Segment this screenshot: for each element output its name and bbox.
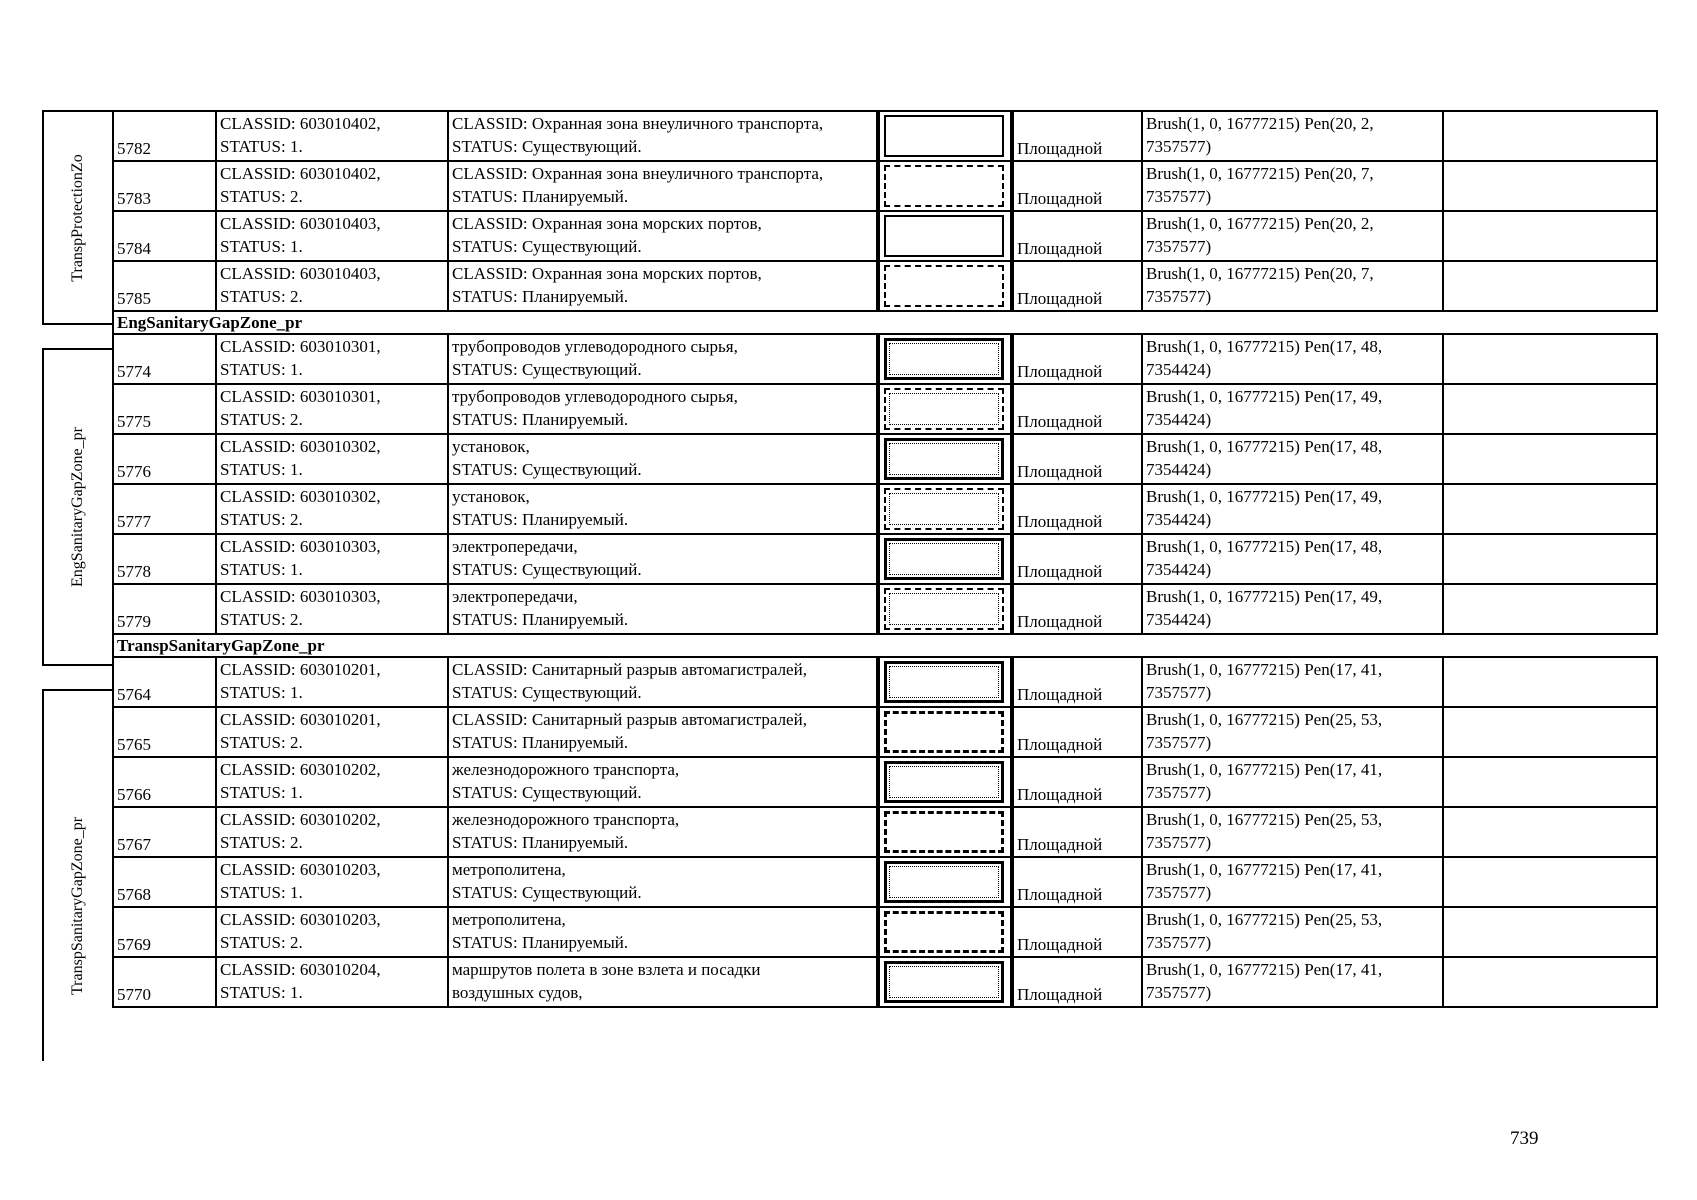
row-id-cell: 5764 (113, 657, 216, 707)
description-line: трубопроводов углеводородного сырья, (452, 387, 738, 406)
style-line: 7357577) (1146, 933, 1212, 952)
description-line: STATUS: Планируемый. (452, 933, 629, 952)
classid-line: CLASSID: 603010201, (220, 660, 381, 679)
classid-cell (216, 161, 448, 211)
description-cell (448, 707, 878, 757)
notes-cell (1443, 707, 1657, 757)
style-cell (1142, 657, 1443, 707)
notes-cell (1443, 584, 1657, 634)
style-line: 7357577) (1146, 683, 1212, 702)
description-line: метрополитена, (452, 910, 566, 929)
style-line: 7357577) (1146, 137, 1212, 156)
description-cell (448, 807, 878, 857)
style-cell (1142, 434, 1443, 484)
classid-cell (216, 111, 448, 161)
description-line: CLASSID: Охранная зона внеуличного транспорта, (452, 164, 824, 183)
description-cell (448, 384, 878, 434)
geometry-type-cell: Площадной (1012, 161, 1142, 211)
notes-cell (1443, 657, 1657, 707)
notes-cell (1443, 111, 1657, 161)
zone-symbol-swatch (884, 711, 1004, 753)
table-row (113, 334, 1657, 384)
description-line: STATUS: Существующий. (452, 460, 642, 479)
style-line: 7357577) (1146, 287, 1212, 306)
geometry-type-cell: Площадной (1012, 261, 1142, 311)
symbol-cell (878, 957, 1012, 1007)
geometry-type-cell: Площадной (1012, 807, 1142, 857)
symbol-cell (878, 161, 1012, 211)
table-row (113, 161, 1657, 211)
geometry-type-cell: Площадной (1012, 707, 1142, 757)
style-line: 7354424) (1146, 460, 1212, 479)
style-line: Brush(1, 0, 16777215) Pen(17, 48, (1146, 437, 1383, 456)
geometry-type-cell: Площадной (1012, 857, 1142, 907)
classid-line: CLASSID: 603010303, (220, 587, 381, 606)
section-header-row (113, 634, 1657, 657)
row-id-cell: 5775 (113, 384, 216, 434)
classid-cell (216, 657, 448, 707)
zone-symbol-swatch (884, 588, 1004, 630)
style-line: Brush(1, 0, 16777215) Pen(25, 53, (1146, 710, 1383, 729)
classid-cell (216, 857, 448, 907)
style-line: 7354424) (1146, 610, 1212, 629)
zone-symbol-swatch (884, 388, 1004, 430)
zone-symbol-swatch (884, 961, 1004, 1003)
status-line: STATUS: 1. (220, 883, 303, 902)
table-row (113, 584, 1657, 634)
style-cell (1142, 707, 1443, 757)
side-label-eng-sanitary (42, 348, 112, 666)
description-line: установок, (452, 437, 530, 456)
style-cell (1142, 857, 1443, 907)
row-id-cell: 5768 (113, 857, 216, 907)
style-cell (1142, 957, 1443, 1007)
classid-cell (216, 334, 448, 384)
description-cell (448, 334, 878, 384)
style-line: Brush(1, 0, 16777215) Pen(17, 41, (1146, 660, 1383, 679)
status-line: STATUS: 2. (220, 510, 303, 529)
classifier-table (112, 110, 1658, 1008)
description-cell (448, 657, 878, 707)
style-cell (1142, 384, 1443, 434)
style-line: Brush(1, 0, 16777215) Pen(17, 41, (1146, 960, 1383, 979)
description-line: STATUS: Планируемый. (452, 187, 629, 206)
row-id-cell: 5774 (113, 334, 216, 384)
style-cell (1142, 261, 1443, 311)
row-id-cell: 5770 (113, 957, 216, 1007)
description-cell (448, 484, 878, 534)
style-line: 7357577) (1146, 783, 1212, 802)
classid-line: CLASSID: 603010303, (220, 537, 381, 556)
classid-cell (216, 807, 448, 857)
classid-line: CLASSID: 603010402, (220, 114, 381, 133)
style-line: Brush(1, 0, 16777215) Pen(17, 49, (1146, 487, 1383, 506)
description-line: STATUS: Планируемый. (452, 410, 629, 429)
description-line: воздушных судов, (452, 983, 583, 1002)
description-line: STATUS: Планируемый. (452, 833, 629, 852)
classid-line: CLASSID: 603010204, (220, 960, 381, 979)
description-line: CLASSID: Охранная зона морских портов, (452, 214, 762, 233)
geometry-type-cell: Площадной (1012, 907, 1142, 957)
notes-cell (1443, 334, 1657, 384)
symbol-cell (878, 907, 1012, 957)
style-line: 7354424) (1146, 410, 1212, 429)
table-row (113, 484, 1657, 534)
style-line: 7354424) (1146, 560, 1212, 579)
zone-symbol-swatch (884, 661, 1004, 703)
description-cell (448, 111, 878, 161)
classid-cell (216, 584, 448, 634)
table-row (113, 807, 1657, 857)
style-line: Brush(1, 0, 16777215) Pen(20, 2, (1146, 114, 1374, 133)
status-line: STATUS: 1. (220, 783, 303, 802)
geometry-type-cell: Площадной (1012, 657, 1142, 707)
classid-line: CLASSID: 603010402, (220, 164, 381, 183)
notes-cell (1443, 757, 1657, 807)
zone-symbol-swatch (884, 265, 1004, 307)
style-line: Brush(1, 0, 16777215) Pen(17, 48, (1146, 337, 1383, 356)
description-cell (448, 161, 878, 211)
description-cell (448, 857, 878, 907)
style-line: Brush(1, 0, 16777215) Pen(20, 7, (1146, 164, 1374, 183)
table-row (113, 957, 1657, 1007)
classid-line: CLASSID: 603010202, (220, 810, 381, 829)
zone-symbol-swatch (884, 165, 1004, 207)
description-line: STATUS: Планируемый. (452, 733, 629, 752)
style-cell (1142, 334, 1443, 384)
description-line: трубопроводов углеводородного сырья, (452, 337, 738, 356)
description-cell (448, 957, 878, 1007)
status-line: STATUS: 2. (220, 733, 303, 752)
row-id-cell: 5784 (113, 211, 216, 261)
status-line: STATUS: 2. (220, 410, 303, 429)
notes-cell (1443, 534, 1657, 584)
style-line: Brush(1, 0, 16777215) Pen(25, 53, (1146, 910, 1383, 929)
style-cell (1142, 534, 1443, 584)
geometry-type-cell: Площадной (1012, 534, 1142, 584)
symbol-cell (878, 584, 1012, 634)
table-row (113, 434, 1657, 484)
style-line: Brush(1, 0, 16777215) Pen(17, 41, (1146, 860, 1383, 879)
table-row (113, 211, 1657, 261)
status-line: STATUS: 1. (220, 360, 303, 379)
description-line: STATUS: Существующий. (452, 783, 642, 802)
classid-cell (216, 384, 448, 434)
table-row (113, 757, 1657, 807)
geometry-type-cell: Площадной (1012, 111, 1142, 161)
classid-line: CLASSID: 603010302, (220, 437, 381, 456)
zone-symbol-swatch (884, 115, 1004, 157)
style-line: 7357577) (1146, 187, 1212, 206)
symbol-cell (878, 707, 1012, 757)
description-line: маршрутов полета в зоне взлета и посадки (452, 960, 761, 979)
classid-cell (216, 534, 448, 584)
notes-cell (1443, 261, 1657, 311)
notes-cell (1443, 857, 1657, 907)
style-line: 7354424) (1146, 510, 1212, 529)
section-title: TranspSanitaryGapZone_pr (113, 634, 1657, 657)
geometry-type-cell: Площадной (1012, 957, 1142, 1007)
row-id-cell: 5778 (113, 534, 216, 584)
symbol-cell (878, 534, 1012, 584)
section-title: EngSanitaryGapZone_pr (113, 311, 1657, 334)
symbol-cell (878, 211, 1012, 261)
notes-cell (1443, 384, 1657, 434)
geometry-type-cell: Площадной (1012, 584, 1142, 634)
description-cell (448, 907, 878, 957)
vertical-label: TranspProtectionZo (69, 153, 86, 282)
classid-line: CLASSID: 603010203, (220, 860, 381, 879)
style-cell (1142, 161, 1443, 211)
symbol-cell (878, 857, 1012, 907)
geometry-type-cell: Площадной (1012, 384, 1142, 434)
description-line: STATUS: Существующий. (452, 360, 642, 379)
geometry-type-cell: Площадной (1012, 434, 1142, 484)
row-id-cell: 5785 (113, 261, 216, 311)
description-cell (448, 261, 878, 311)
status-line: STATUS: 2. (220, 933, 303, 952)
row-id-cell: 5783 (113, 161, 216, 211)
style-line: 7357577) (1146, 237, 1212, 256)
classid-line: CLASSID: 603010202, (220, 760, 381, 779)
table-row (113, 111, 1657, 161)
classid-cell (216, 484, 448, 534)
description-line: железнодорожного транспорта, (452, 760, 680, 779)
description-line: CLASSID: Санитарный разрыв автомагистралей, (452, 660, 807, 679)
description-line: STATUS: Существующий. (452, 560, 642, 579)
description-line: STATUS: Существующий. (452, 137, 642, 156)
description-line: CLASSID: Охранная зона внеуличного транспорта, (452, 114, 824, 133)
style-line: Brush(1, 0, 16777215) Pen(20, 2, (1146, 214, 1374, 233)
geometry-type-cell: Площадной (1012, 334, 1142, 384)
style-line: Brush(1, 0, 16777215) Pen(17, 49, (1146, 587, 1383, 606)
row-id-cell: 5782 (113, 111, 216, 161)
table-row (113, 657, 1657, 707)
style-line: 7357577) (1146, 883, 1212, 902)
style-cell (1142, 211, 1443, 261)
symbol-cell (878, 334, 1012, 384)
style-line: Brush(1, 0, 16777215) Pen(17, 49, (1146, 387, 1383, 406)
style-line: 7357577) (1146, 733, 1212, 752)
symbol-cell (878, 384, 1012, 434)
table-body (113, 111, 1657, 1007)
table-row (113, 707, 1657, 757)
notes-cell (1443, 484, 1657, 534)
description-line: STATUS: Планируемый. (452, 510, 629, 529)
style-cell (1142, 907, 1443, 957)
zone-symbol-swatch (884, 811, 1004, 853)
status-line: STATUS: 2. (220, 833, 303, 852)
style-cell (1142, 111, 1443, 161)
classid-cell (216, 434, 448, 484)
zone-symbol-swatch (884, 438, 1004, 480)
page-number: 739 (1510, 1128, 1539, 1149)
zone-symbol-swatch (884, 488, 1004, 530)
symbol-cell (878, 484, 1012, 534)
style-line: Brush(1, 0, 16777215) Pen(17, 48, (1146, 537, 1383, 556)
description-line: метрополитена, (452, 860, 566, 879)
classid-cell (216, 707, 448, 757)
classid-cell (216, 757, 448, 807)
classid-line: CLASSID: 603010403, (220, 214, 381, 233)
vertical-label: TranspSanitaryGapZone_pr (69, 816, 86, 995)
geometry-type-cell: Площадной (1012, 484, 1142, 534)
description-line: STATUS: Существующий. (452, 883, 642, 902)
classid-line: CLASSID: 603010301, (220, 387, 381, 406)
style-cell (1142, 584, 1443, 634)
status-line: STATUS: 1. (220, 683, 303, 702)
description-line: STATUS: Планируемый. (452, 287, 629, 306)
geometry-type-cell: Площадной (1012, 211, 1142, 261)
description-cell (448, 584, 878, 634)
notes-cell (1443, 434, 1657, 484)
notes-cell (1443, 907, 1657, 957)
description-line: STATUS: Существующий. (452, 683, 642, 702)
style-line: Brush(1, 0, 16777215) Pen(25, 53, (1146, 810, 1383, 829)
zone-symbol-swatch (884, 861, 1004, 903)
symbol-cell (878, 807, 1012, 857)
row-id-cell: 5779 (113, 584, 216, 634)
status-line: STATUS: 1. (220, 983, 303, 1002)
status-line: STATUS: 1. (220, 237, 303, 256)
style-cell (1142, 757, 1443, 807)
status-line: STATUS: 2. (220, 287, 303, 306)
classid-cell (216, 907, 448, 957)
table-row (113, 384, 1657, 434)
description-cell (448, 211, 878, 261)
classid-line: CLASSID: 603010301, (220, 337, 381, 356)
notes-cell (1443, 211, 1657, 261)
row-id-cell: 5776 (113, 434, 216, 484)
status-line: STATUS: 2. (220, 610, 303, 629)
row-id-cell: 5767 (113, 807, 216, 857)
style-line: 7357577) (1146, 833, 1212, 852)
side-label-transp-sanitary (42, 689, 112, 1061)
classid-cell (216, 957, 448, 1007)
row-id-cell: 5766 (113, 757, 216, 807)
style-line: 7357577) (1146, 983, 1212, 1002)
description-line: STATUS: Планируемый. (452, 610, 629, 629)
description-cell (448, 434, 878, 484)
status-line: STATUS: 1. (220, 137, 303, 156)
description-line: STATUS: Существующий. (452, 237, 642, 256)
symbol-cell (878, 111, 1012, 161)
classid-line: CLASSID: 603010203, (220, 910, 381, 929)
table-row (113, 261, 1657, 311)
row-id-cell: 5777 (113, 484, 216, 534)
side-label-transp-protection (42, 110, 112, 325)
vertical-label: EngSanitaryGapZone_pr (69, 427, 86, 587)
zone-symbol-swatch (884, 538, 1004, 580)
description-line: электропередачи, (452, 587, 578, 606)
classid-line: CLASSID: 603010403, (220, 264, 381, 283)
classid-line: CLASSID: 603010302, (220, 487, 381, 506)
style-line: Brush(1, 0, 16777215) Pen(17, 41, (1146, 760, 1383, 779)
row-id-cell: 5765 (113, 707, 216, 757)
table-row (113, 907, 1657, 957)
description-line: CLASSID: Санитарный разрыв автомагистралей, (452, 710, 807, 729)
description-line: установок, (452, 487, 530, 506)
classid-cell (216, 261, 448, 311)
symbol-cell (878, 434, 1012, 484)
row-id-cell: 5769 (113, 907, 216, 957)
description-cell (448, 534, 878, 584)
symbol-cell (878, 757, 1012, 807)
style-line: 7354424) (1146, 360, 1212, 379)
zone-symbol-swatch (884, 215, 1004, 257)
table-row (113, 534, 1657, 584)
description-cell (448, 757, 878, 807)
description-line: электропередачи, (452, 537, 578, 556)
classid-cell (216, 211, 448, 261)
symbol-cell (878, 261, 1012, 311)
style-cell (1142, 807, 1443, 857)
zone-symbol-swatch (884, 911, 1004, 953)
status-line: STATUS: 2. (220, 187, 303, 206)
section-header-row (113, 311, 1657, 334)
zone-symbol-swatch (884, 338, 1004, 380)
notes-cell (1443, 161, 1657, 211)
description-line: железнодорожного транспорта, (452, 810, 680, 829)
notes-cell (1443, 957, 1657, 1007)
table-row (113, 857, 1657, 907)
status-line: STATUS: 1. (220, 560, 303, 579)
symbol-cell (878, 657, 1012, 707)
style-line: Brush(1, 0, 16777215) Pen(20, 7, (1146, 264, 1374, 283)
description-line: CLASSID: Охранная зона морских портов, (452, 264, 762, 283)
notes-cell (1443, 807, 1657, 857)
geometry-type-cell: Площадной (1012, 757, 1142, 807)
classid-line: CLASSID: 603010201, (220, 710, 381, 729)
zone-symbol-swatch (884, 761, 1004, 803)
status-line: STATUS: 1. (220, 460, 303, 479)
style-cell (1142, 484, 1443, 534)
